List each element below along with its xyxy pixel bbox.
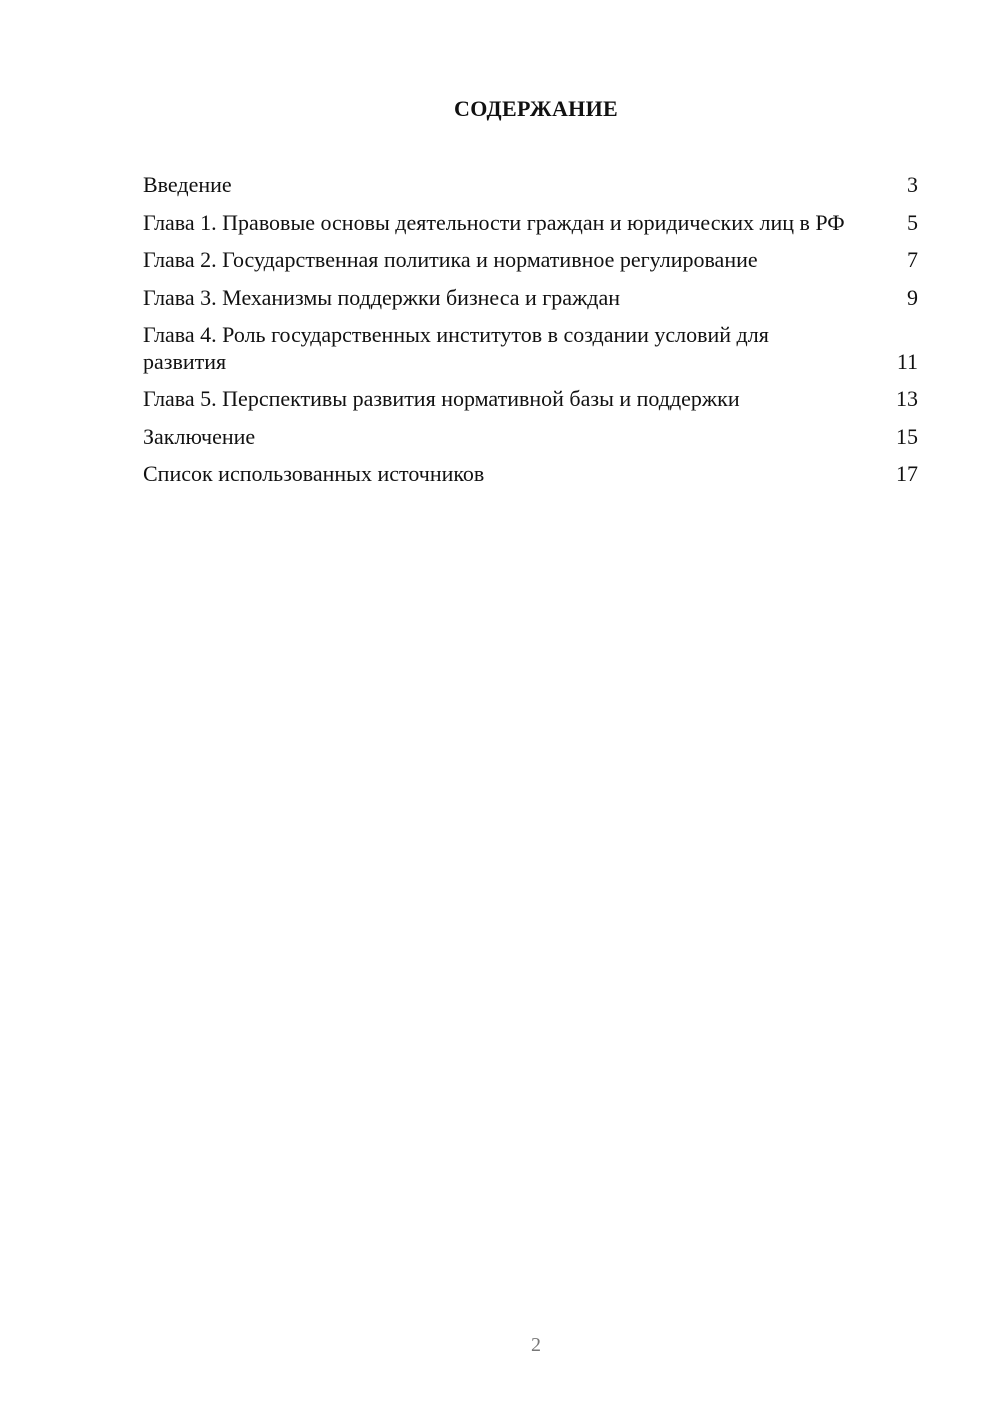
toc-entry-page: 15 [896,423,918,449]
toc-entry[interactable] [143,386,918,413]
toc-entry-page: 5 [907,209,918,235]
toc-entry-label: Заключение [143,423,256,449]
toc-entry-label: Список использованных источников [143,461,485,486]
page-title: СОДЕРЖАНИЕ [454,96,618,121]
toc-entry[interactable] [143,172,918,199]
toc-entry-label: Глава 1. Правовые основы деятельности граждан и юридических лиц в РФ [143,209,845,235]
toc-entry-page: 13 [896,386,918,411]
toc-entry-label: Глава 3. Механизмы поддержки бизнеса и граждан [143,284,621,310]
toc-entry-label: Глава 5. Перспективы развития нормативной базы и поддержки [143,386,740,411]
toc-entry[interactable] [143,461,918,488]
toc-entry-page: 3 [907,172,918,197]
toc-entry-label: Глава 4. Роль государственных институтов в создании условий для развития [143,322,769,374]
toc-entry[interactable] [143,285,918,312]
toc-entry-page: 17 [896,461,918,486]
toc-entry-label: Глава 2. Государственная политика и нормативное регулирование [143,247,758,272]
toc-entry[interactable] [143,210,918,237]
table-of-contents [143,172,918,499]
toc-entry-page: 9 [907,284,918,310]
toc-entry[interactable] [143,424,918,451]
toc-entry-page: 7 [907,247,918,272]
toc-entry-label: Введение [143,172,232,197]
toc-entry[interactable] [143,247,918,274]
toc-entry-page: 11 [896,348,918,374]
toc-entry[interactable] [143,322,918,375]
page-number: 2 [531,1334,541,1356]
